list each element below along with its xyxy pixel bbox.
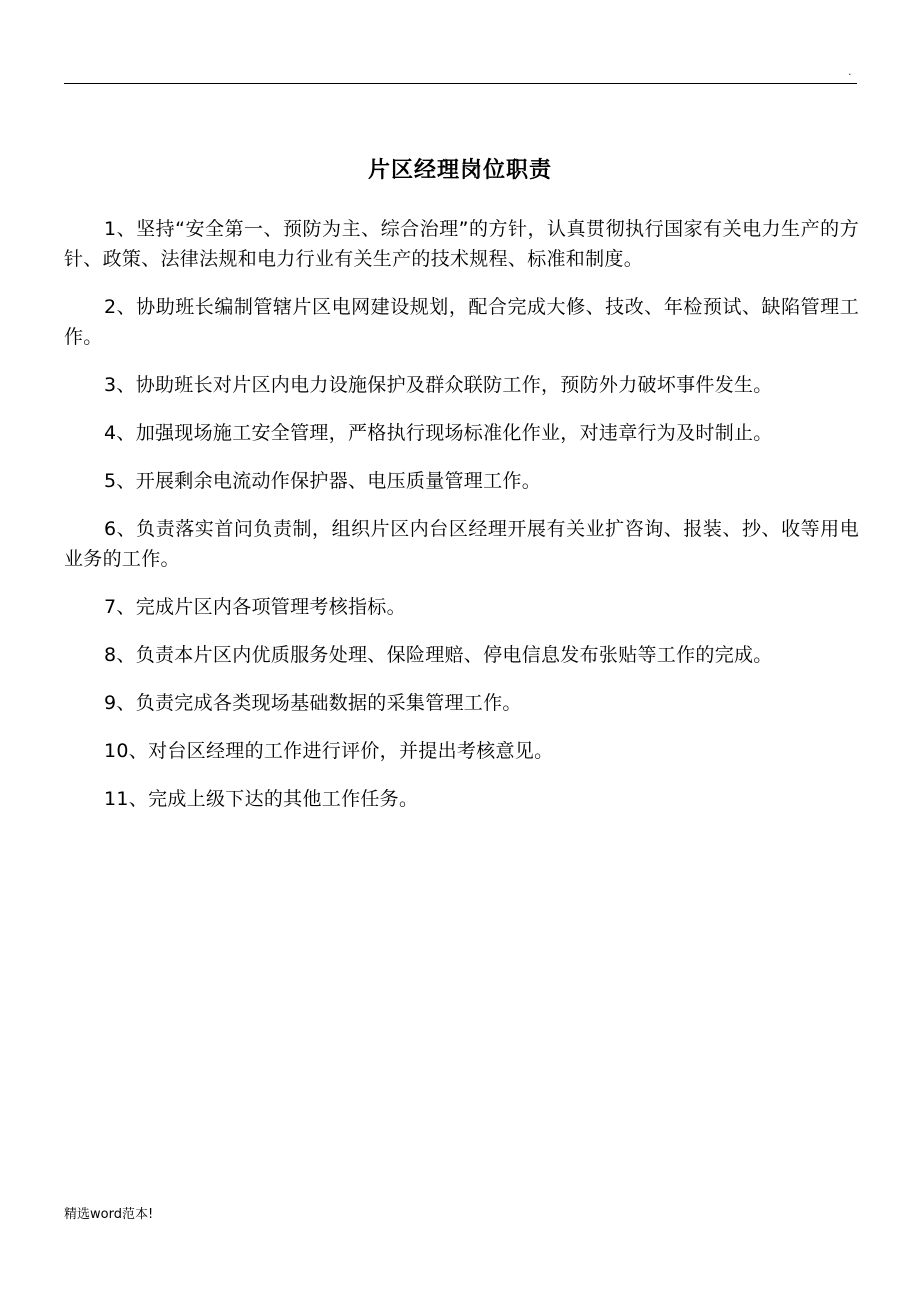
document-body: [64, 214, 859, 832]
paragraph-8: 8、负责本片区内优质服务处理、保险理赔、停电信息发布张贴等工作的完成。: [104, 644, 773, 666]
paragraph-11: 11、完成上级下达的其他工作任务。: [104, 788, 419, 810]
paragraph-6: 6、负责落实首问负责制，组织片区内台区经理开展有关业扩咨询、报装、抄、收等用电业务的工作。: [64, 518, 859, 570]
paragraph-10: 10、对台区经理的工作进行评价，并提出考核意见。: [104, 740, 554, 762]
footer-text: 精选word范本!: [64, 1207, 154, 1222]
paragraph-4: 4、加强现场施工安全管理，严格执行现场标准化作业，对违章行为及时制止。: [104, 422, 773, 444]
paragraph-7: 7、完成片区内各项管理考核指标。: [104, 596, 406, 618]
header-mark: .: [848, 65, 852, 78]
paragraph-9: 9、负责完成各类现场基础数据的采集管理工作。: [104, 692, 522, 714]
paragraph-5: 5、开展剩余电流动作保护器、电压质量管理工作。: [104, 470, 541, 492]
header-rule: [64, 83, 857, 84]
paragraph-3: 3、协助班长对片区内电力设施保护及群众联防工作，预防外力破坏事件发生。: [104, 374, 773, 396]
paragraph-1: 1、坚持“安全第一、预防为主、综合治理”的方针，认真贯彻执行国家有关电力生产的方针、政策、法律法规和电力行业有关生产的技术规程、标准和制度。: [64, 218, 859, 270]
paragraph-2: 2、协助班长编制管辖片区电网建设规划，配合完成大修、技改、年检预试、缺陷管理工作。: [64, 296, 859, 348]
document-title: 片区经理岗位职责: [367, 158, 552, 183]
